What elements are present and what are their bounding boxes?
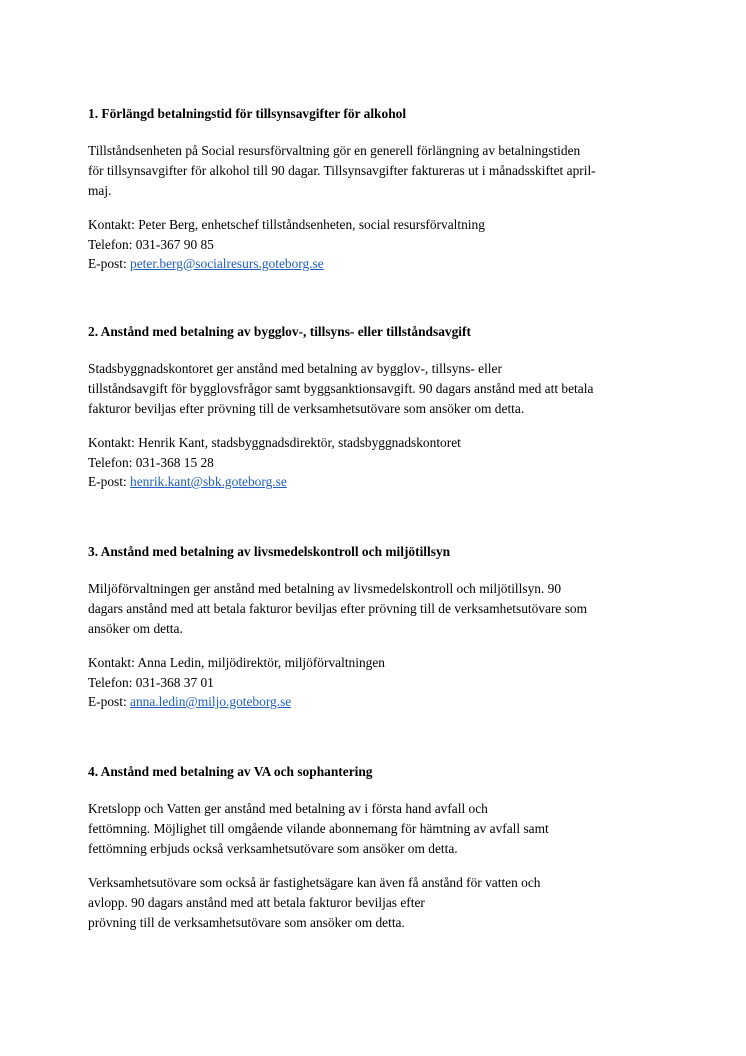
section-paragraph [88,799,668,859]
contact-line: Kontakt: Henrik Kant, stadsbyggnadsdirektör, stadsbyggnadskontoret [88,435,461,450]
section-heading: 4. Anstånd med betalning av VA och sophantering [88,764,373,779]
section-heading: 2. Anstånd med betalning av bygglov-, tillsyns- eller tillståndsavgift [88,324,471,339]
section-paragraph [88,579,668,639]
paragraph-line: fettömning. Möjlighet till omgående vilande abonnemang för hämtning av avfall samt [88,821,549,836]
paragraph-line: Tillståndsenheten på Social resursförvaltning gör en generell förlängning av betalningstiden [88,143,581,158]
phone-line: Telefon: 031-367 90 85 [88,236,214,252]
section-heading: 1. Förlängd betalningstid för tillsynsavgifter för alkohol [88,106,407,121]
email-label: E-post: [88,256,131,271]
phone-line: Telefon: 031-368 15 28 [88,454,214,470]
email-line [88,254,668,274]
paragraph-line: avlopp. 90 dagars anstånd med att betala fakturor beviljas efter [88,895,425,910]
section-paragraph [88,359,668,419]
email-label: E-post: [88,474,131,489]
section-heading: 3. Anstånd med betalning av livsmedelskontroll och miljötillsyn [88,544,451,559]
email-line [88,472,668,492]
section-2 [88,323,668,492]
contact-line: Kontakt: Peter Berg, enhetschef tillståndsenheten, social resursförvaltning [88,217,485,232]
email-line [88,692,668,712]
paragraph-line: Miljöförvaltningen ger anstånd med betalning av livsmedelskontroll och miljötillsyn. 90 [88,581,562,596]
paragraph-line: för tillsynsavgifter för alkohol till 90 dagar. Tillsynsavgifter faktureras ut i månadsskiftet april- [88,163,596,178]
paragraph-line: dagars anstånd med att betala fakturor beviljas efter prövning till de verksamhetsutövare som [88,601,588,616]
paragraph-line: ansöker om detta. [88,621,183,636]
email-link[interactable]: anna.ledin@miljo.goteborg.se [130,694,292,709]
email-link[interactable]: henrik.kant@sbk.goteborg.se [130,474,287,489]
section-1 [88,105,668,274]
section-paragraph [88,873,668,933]
paragraph-line: Stadsbyggnadskontoret ger anstånd med betalning av bygglov-, tillsyns- eller [88,361,502,376]
email-label: E-post: [88,694,131,709]
contact-block [88,215,668,274]
section-4 [88,763,668,933]
contact-block [88,653,668,712]
phone-line: Telefon: 031-368 37 01 [88,674,214,690]
paragraph-line: Kretslopp och Vatten ger anstånd med betalning av i första hand avfall och [88,801,488,816]
paragraph-line: Verksamhetsutövare som också är fastighetsägare kan även få anstånd för vatten och [88,875,541,890]
section-3 [88,543,668,712]
section-paragraph [88,141,668,201]
paragraph-line: fakturor beviljas efter prövning till de verksamhetsutövare som ansöker om detta. [88,401,525,416]
paragraph-line: fettömning erbjuds också verksamhetsutövare som ansöker om detta. [88,841,458,856]
paragraph-line: prövning till de verksamhetsutövare som ansöker om detta. [88,915,405,930]
contact-line: Kontakt: Anna Ledin, miljödirektör, miljöförvaltningen [88,655,385,670]
paragraph-line: tillståndsavgift för bygglovsfrågor samt byggsanktionsavgift. 90 dagars anstånd med att betala [88,381,594,396]
paragraph-line: maj. [88,183,112,198]
email-link[interactable]: peter.berg@socialresurs.goteborg.se [130,256,324,271]
contact-block [88,433,668,492]
